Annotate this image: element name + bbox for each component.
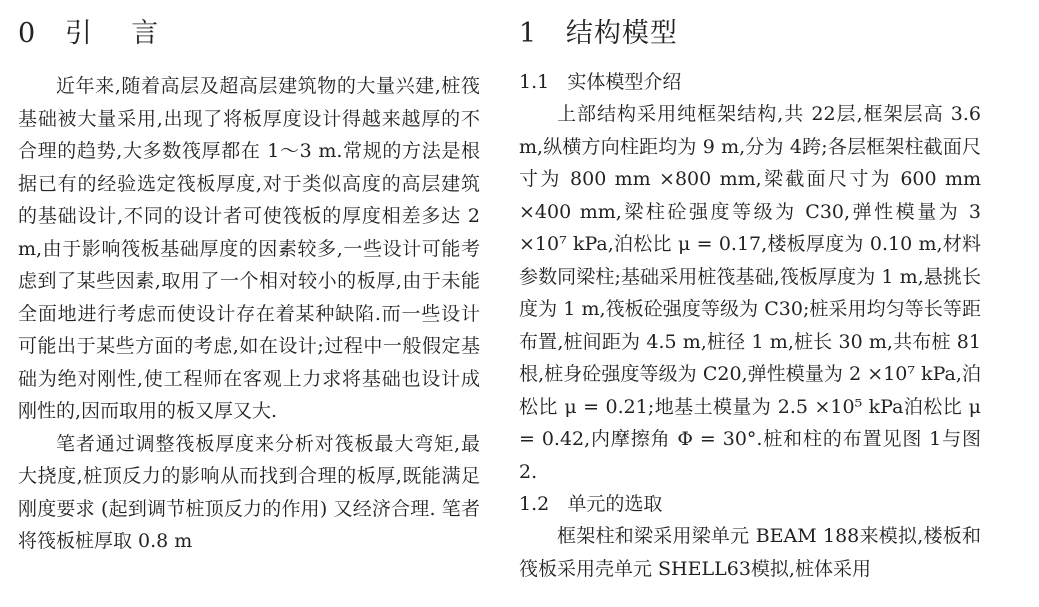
subsection-1-1-paragraph: 上部结构采用纯框架结构,共 22层,框架层高 3.6 m,纵横方向柱距均为 9 m,分为 4跨;各层框架柱截面尺寸为 800 mm ×800 mm,梁截面尺寸为 600 mm ×400 mm,梁柱砼强度等级为 C30,弹性模量为 3 ×10⁷ kPa,泊松比 μ = 0.17,楼板厚度为 0.10 m,材料参数同梁柱;基础采用桩筏基础,筏板厚度为 1 m,悬挑长度为 1 m,筏板砼强度等级为 C30;桩采用均匀等长等距布置,桩间距为 4.5 m,桩径 1 m,桩长 30 m,共布桩 81根,桩身砼强度等级为 C20,弹性模量为 2 ×10⁷ kPa,泊松比 μ = 0.21;地基土模量为 2.5 ×10⁵ kPa泊松比 μ = 0.42,内摩擦角 Φ = 30°.桩和柱的布置见图 1与图 2. — [519, 103, 981, 483]
intro-paragraph-1: 近年来,随着高层及超高层建筑物的大量兴建,桩筏基础被大量采用,出现了将板厚度设计得越来越厚的不合理的趋势,大多数筏厚都在 1～3 m.常规的方法是根据已有的经验选定筏板厚度,对于类似高度的高层建筑的基础设计,不同的设计者可使筏板的厚度相差多达 2 m,由于影响筏板基础厚度的因素较多,一些设计可能考虑到了某些因素,取用了一个相对较小的板厚,由于未能全面地进行考虑而使设计存在着某种缺陷.而一些设计可能出于某些方面的考虑,如在设计;过程中一般假定基础为绝对刚性,使工程师在客观上力求将基础也设计成刚性的,因而取用的板又厚又大. — [18, 75, 480, 422]
subsection-1-2-title: 1.2 单元的选取 — [519, 493, 663, 515]
left-column — [18, 0, 480, 558]
section-1-heading: 1 结构模型 — [519, 18, 678, 49]
intro-paragraph-2: 笔者通过调整筏板厚度来分析对筏板最大弯矩,最大挠度,桩顶反力的影响从而找到合理的板厚,既能满足刚度要求 (起到调节桩顶反力的作用) 又经济合理. 笔者将筏板桩厚取 0.8 m — [18, 432, 480, 552]
subsection-1-1-title: 1.1 实体模型介绍 — [519, 71, 682, 93]
subsection-1-2-paragraph: 框架柱和梁采用梁单元 BEAM 188来模拟,楼板和筏板采用壳单元 SHELL63模拟,桩体采用 — [519, 525, 981, 580]
section-0-heading: 0 引 言 — [18, 18, 160, 49]
right-column — [519, 0, 981, 585]
